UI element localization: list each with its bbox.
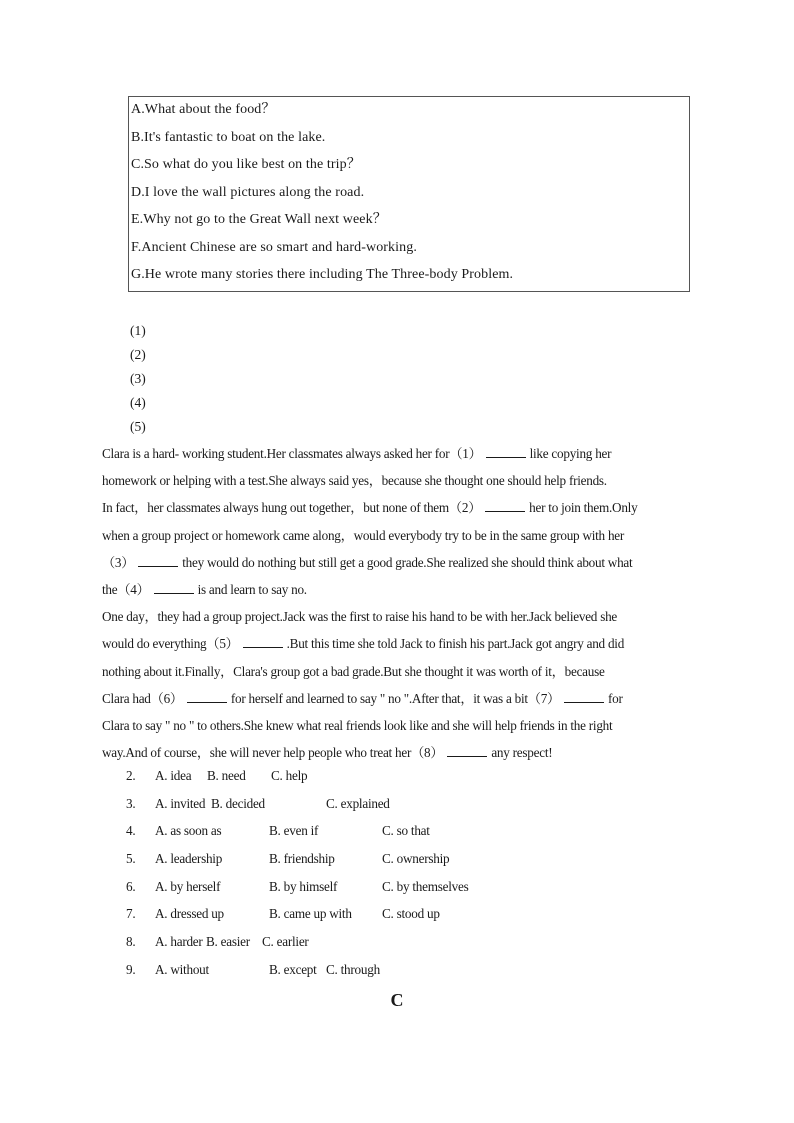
question-number: 9.: [126, 961, 136, 977]
question-number: 3.: [126, 795, 136, 811]
choice-b: B. need: [207, 768, 246, 783]
choice-c: C. earlier: [262, 934, 309, 950]
passage-line: Clara to say " no " to others.She knew what real friends look like and she will help friends in the right: [102, 717, 613, 733]
passage-line: [102, 440, 696, 467]
choice-a: A. dressed up: [155, 906, 224, 922]
answer-slot-2: (2): [130, 347, 146, 362]
passage-text: for herself and learned to say " no ".After that，it was a bit（7）: [230, 690, 560, 706]
question-number: 6.: [126, 878, 136, 894]
choice-a: A. invited: [155, 795, 206, 811]
answer-slot-4: (4): [130, 395, 146, 410]
choice-b: B. came up with: [269, 906, 352, 922]
section-heading: C: [390, 990, 404, 1010]
question-row: [126, 790, 546, 818]
choice-c: C. explained: [326, 795, 390, 811]
passage-line: One day，they had a group project.Jack was the first to raise his hand to be with her.Jack believed she: [102, 609, 618, 625]
passage-text: .But this time she told Jack to finish his part.Jack got angry and did: [286, 636, 625, 652]
choice-a: A. by herself: [155, 878, 221, 894]
passage-text: Clara is a hard- working student.Her classmates always asked her for（1）: [102, 446, 482, 461]
choice-c: C. through: [326, 961, 380, 977]
question-row: [126, 928, 546, 956]
choice-c: C. so that: [382, 823, 430, 839]
passage-text: like copying her: [529, 446, 612, 461]
blank-2: [485, 497, 525, 512]
blank-6: [187, 688, 227, 703]
blank-5: [243, 633, 283, 648]
question-number: 4.: [126, 823, 136, 839]
choice-a: A. without: [155, 961, 209, 977]
passage-text: In fact，her classmates always hung out together，but none of them（2）: [102, 500, 482, 516]
options-box: [128, 96, 690, 292]
option-d: D.I love the wall pictures along the road.: [131, 184, 365, 200]
blank-4: [154, 579, 194, 594]
choice-b: B. decided: [211, 795, 265, 811]
choice-a: A. leadership: [155, 851, 223, 867]
choice-b: B. friendship: [269, 851, 335, 867]
question-row: [126, 900, 546, 928]
answer-slot-1: (1): [130, 323, 146, 338]
choice-c: C. ownership: [382, 851, 450, 867]
passage-line: [102, 494, 696, 521]
choice-c: C. help: [271, 768, 308, 783]
question-row: [126, 845, 546, 873]
option-g: G.He wrote many stories there including The Three-body Problem.: [131, 267, 514, 282]
passage-line: [102, 685, 696, 712]
question-number: 2.: [126, 768, 136, 783]
passage-line: homework or helping with a test.She always said yes，because she thought one should help friends.: [102, 473, 607, 489]
passage-text: Clara had（6）: [102, 690, 183, 706]
blank-8: [447, 742, 487, 757]
passage-text: is and learn to say no.: [197, 581, 307, 597]
choice-b: B. even if: [269, 823, 319, 839]
choice-a: A. harder: [155, 934, 203, 950]
option-f: F.Ancient Chinese are so smart and hard-working.: [131, 239, 417, 255]
passage-line: [102, 576, 696, 603]
passage-text: any respect!: [491, 745, 553, 761]
option-a: A.What about the food？: [131, 102, 276, 117]
question-number: 7.: [126, 906, 136, 922]
passage-text: they would do nothing but still get a good grade.She realized she should think about what: [182, 554, 633, 570]
passage-text: her to join them.Only: [529, 500, 638, 516]
answer-slot-3: (3): [130, 371, 146, 386]
choice-b: B. by himself: [269, 878, 338, 894]
answer-list: [130, 320, 146, 440]
choice-c: C. by themselves: [382, 878, 469, 894]
choice-a: A. idea: [155, 768, 192, 783]
passage-line: [102, 549, 696, 576]
question-number: 8.: [126, 934, 136, 950]
choice-b: B. except: [269, 961, 317, 977]
question-list: [126, 762, 546, 984]
question-row: [126, 956, 546, 984]
option-e: E.Why not go to the Great Wall next week？: [131, 212, 387, 227]
passage-text: the（4）: [102, 581, 150, 597]
question-row: [126, 873, 546, 901]
passage-line: when a group project or homework came along，would everybody try to be in the same group with her: [102, 527, 625, 543]
question-row: [126, 762, 546, 790]
question-row: [126, 817, 546, 845]
passage-text: for: [608, 690, 623, 706]
passage-text: （3）: [102, 554, 135, 570]
passage-line: nothing about it.Finally，Clara's group got a bad grade.But she thought it was worth of it，because: [102, 663, 605, 679]
passage-line: [102, 630, 696, 657]
choice-b: B. easier: [206, 934, 250, 950]
choice-a: A. as soon as: [155, 823, 222, 839]
passage-text: way.And of course，she will never help people who treat her（8）: [102, 745, 444, 761]
blank-1: [486, 443, 526, 458]
blank-7: [564, 688, 604, 703]
option-b: B.It's fantastic to boat on the lake.: [131, 129, 326, 145]
passage-text: would do everything（5）: [102, 636, 239, 652]
blank-3: [138, 552, 178, 567]
answer-slot-5: (5): [130, 419, 146, 434]
question-number: 5.: [126, 851, 136, 867]
choice-c: C. stood up: [382, 906, 440, 922]
cloze-passage: [102, 440, 696, 766]
option-c: C.So what do you like best on the trip？: [131, 157, 361, 172]
